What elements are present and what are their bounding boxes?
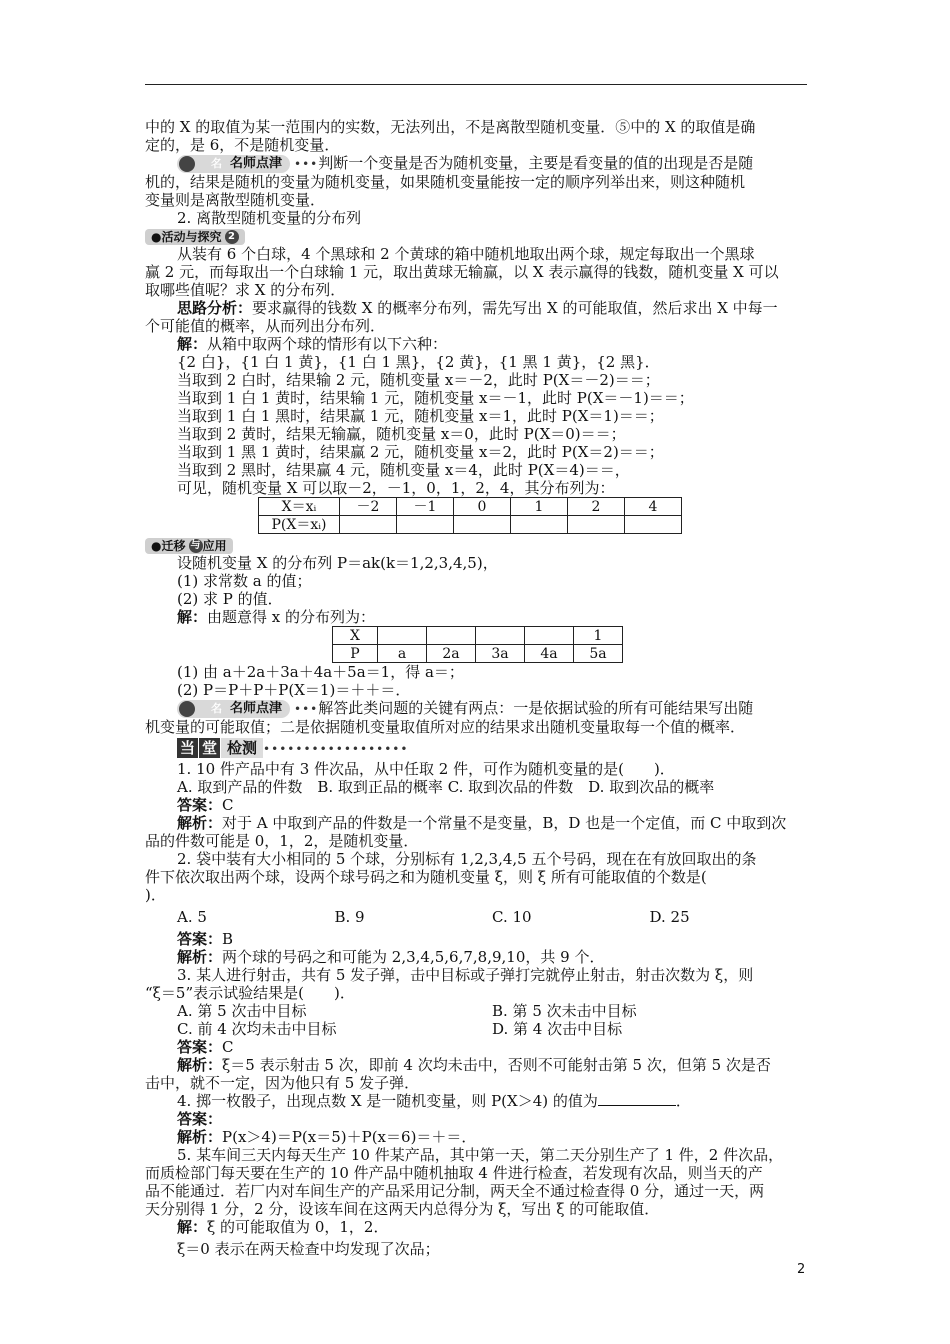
- table-row: [333, 645, 623, 663]
- q3-option-a: A. 第 5 次击中目标: [177, 1002, 307, 1020]
- badge-circle-icon: 名: [179, 701, 195, 717]
- tip-1: 名 名师点津 •••判断一个变量是否为随机变量，主要是看变量的值的出现是否是随: [145, 154, 807, 173]
- q1-stem: 1. 10 件产品中有 3 件次品，从中任取 2 件，可作为随机变量的是( )．: [177, 760, 675, 778]
- answer-blank: [598, 1093, 676, 1106]
- table-row: [259, 516, 682, 534]
- q1-answer: 答案：C: [177, 796, 234, 814]
- table-cell: －2: [340, 498, 397, 516]
- header-rule: [145, 84, 807, 85]
- q3-explanation-2: 击中，就不一定，因为他只有 5 发子弹．: [145, 1074, 420, 1092]
- table-row: [333, 627, 623, 645]
- q2-answer: 答案：B: [177, 930, 234, 948]
- q5-stem-2: 而质检部门每天要在生产的 10 件产品中随机抽取 4 件进行检查，若发现有次品，则当天的产: [145, 1164, 763, 1182]
- q5-solution: 解：ξ 的可能取值为 0，1，2．: [177, 1218, 389, 1236]
- app-answer-2: (2) P＝P＋P＋P(X＝1)＝＋＋＝．: [177, 681, 411, 699]
- document-body: [145, 118, 807, 1258]
- table-row: [259, 498, 682, 516]
- activity-tag-row: [145, 227, 807, 245]
- distribution-table-1: [258, 497, 682, 534]
- table-cell: 4: [625, 498, 682, 516]
- q2-option-d: D. 25: [649, 908, 690, 926]
- tip-2: 名 名师点津 •••解答此类问题的关键有两点：一是依据试验的所有可能结果写出随: [145, 699, 807, 718]
- solution-cases: {2 白}，{1 白 1 黄}，{1 白 1 黑}，{2 黄}，{1 黑 1 黄}，{2 黑}．: [177, 353, 660, 371]
- table-cell: [476, 627, 525, 645]
- table-cell: [397, 516, 454, 534]
- page-number: 2: [797, 1262, 806, 1277]
- q3-stem-2: “ξ＝5”表示试验结果是( )．: [145, 984, 355, 1002]
- table-cell: X: [333, 627, 378, 645]
- dots-decoration-icon: •••: [294, 157, 319, 171]
- q2-stem-3: )．: [145, 886, 166, 904]
- q2-option-c: C. 10: [492, 908, 532, 926]
- table-cell: 0: [454, 498, 511, 516]
- q1-options: A. 取到产品的件数 B. 取到正品的概率 C. 取到次品的件数 D. 取到次品的概率: [177, 778, 715, 796]
- q5-solution-line: ξ＝0 表示在两天检查中均发现了次品；: [177, 1240, 440, 1258]
- transfer-application-tag: ● 迁移 与 应用: [145, 538, 233, 554]
- table-cell: [378, 627, 427, 645]
- q5-stem-3: 品不能通过．若厂内对车间生产的产品采用记分制，两天全不通过检查得 0 分，通过一天，两: [145, 1182, 765, 1200]
- tip-1-line-2: 机的，结果是随机的变量为随机变量，如果随机变量能按一定的顺序列举出来，则这种随机: [145, 173, 746, 191]
- solution-intro: 解：从箱中取两个球的情形有以下六种：: [177, 335, 448, 353]
- app-answer-1: (1) 由 a＋2a＋3a＋4a＋5a＝1，得 a＝；: [177, 663, 464, 681]
- check-tag-row: [145, 738, 807, 758]
- q2-stem-2: 件下依次取出两个球，设两个球号码之和为随机变量 ξ，则 ξ 所有可能取值的个数是(: [145, 868, 707, 886]
- q2-stem-1: 2. 袋中装有大小相同的 5 个球，分别标有 1,2,3,4,5 五个号码，现在在有放回取出的条: [177, 850, 757, 868]
- problem-line-1: 从装有 6 个白球，4 个黑球和 2 个黄球的箱中随机地取出两个球，规定每取出一个黑球: [177, 245, 755, 263]
- analysis-line-1: 思路分析：要求赢得的钱数 X 的概率分布列，需先写出 X 的可能取值，然后求出 X 中每一: [177, 299, 778, 317]
- dots-decoration-icon: •••: [294, 702, 319, 716]
- solution-line-7: 可见，随机变量 X 可以取－2，－1，0，1，2，4，其分布列为：: [177, 479, 615, 497]
- solution-line-2: 当取到 1 白 1 黄时，结果输 1 元，随机变量 x＝－1，此时 P(X＝－1)＝＝；: [177, 389, 694, 407]
- table-cell: [511, 516, 568, 534]
- table-cell: 1: [574, 627, 623, 645]
- teacher-tip-badge: 名 名师点津: [177, 700, 290, 718]
- table-cell: [625, 516, 682, 534]
- q5-stem-4: 天分别得 1 分，2 分，设该车间在这两天内总得分为 ξ，写出 ξ 的可能取值．: [145, 1200, 660, 1218]
- section-2-title: 2. 离散型随机变量的分布列: [177, 209, 362, 227]
- app-line-1: 设随机变量 X 的分布列 P＝ak(k＝1,2,3,4,5)，: [177, 554, 498, 572]
- q2-option-b: B. 9: [334, 908, 365, 926]
- q3-option-b: B. 第 5 次未击中目标: [492, 1002, 637, 1020]
- app-q1: (1) 求常数 a 的值；: [177, 572, 312, 590]
- table-cell: X＝xᵢ: [259, 498, 340, 516]
- solution-line-5: 当取到 1 黑 1 黄时，结果赢 2 元，随机变量 x＝2，此时 P(X＝2)＝＝；: [177, 443, 664, 461]
- table-cell: 2a: [427, 645, 476, 663]
- q5-stem-1: 5. 某车间三天内每天生产 10 件某产品，其中第一天，第二天分别生产了 1 件，2 件次品，: [177, 1146, 784, 1164]
- table-cell: 5a: [574, 645, 623, 663]
- q3-option-d: D. 第 4 次击中目标: [492, 1020, 623, 1038]
- table-cell: 3a: [476, 645, 525, 663]
- table-cell: P(X＝xᵢ): [259, 516, 340, 534]
- problem-line-2: 赢 2 元，而每取出一个白球输 1 元，取出黄球无输赢，以 X 表示赢得的钱数，随机变量 X 可以: [145, 263, 779, 281]
- q3-options-row-2: [145, 1020, 807, 1038]
- table-cell: a: [378, 645, 427, 663]
- app-q2: (2) 求 P 的值．: [177, 590, 283, 608]
- q4-answer: 答案：: [177, 1110, 223, 1128]
- solution-line-6: 当取到 2 黑时，结果赢 4 元，随机变量 x＝4，此时 P(X＝4)＝＝，: [177, 461, 630, 479]
- q1-explanation: 解析：对于 A 中取到产品的件数是一个常量不是变量，B，D 也是一个定值，而 C 中取到次: [177, 814, 787, 832]
- q3-answer: 答案：C: [177, 1038, 234, 1056]
- table-cell: [568, 516, 625, 534]
- q3-options-row-1: [145, 1002, 807, 1020]
- analysis-line-2: 个可能值的概率，从而列出分布列．: [145, 317, 386, 335]
- table-cell: P: [333, 645, 378, 663]
- q3-option-c: C. 前 4 次均未击中目标: [177, 1020, 337, 1038]
- solution-line-4: 当取到 2 黄时，结果无输赢，随机变量 x＝0，此时 P(X＝0)＝＝；: [177, 425, 626, 443]
- q2-explanation: 解析：两个球的号码之和可能为 2,3,4,5,6,7,8,9,10，共 9 个．: [177, 948, 605, 966]
- intro-line-2: 定的，是 6，不是随机变量．: [145, 136, 340, 154]
- distribution-table-2: [332, 626, 623, 663]
- problem-line-3: 取哪些值呢？求 X 的分布列．: [145, 281, 346, 299]
- table-cell: [340, 516, 397, 534]
- q4-stem: 4. 掷一枚骰子，出现点数 X 是一随机变量，则 P(X＞4) 的值为 ．: [177, 1092, 691, 1110]
- table-cell: [454, 516, 511, 534]
- q1-explanation-2: 品的件数可能是 0，1，2，是随机变量．: [145, 832, 419, 850]
- q3-stem-1: 3. 某人进行射击，共有 5 发子弹，击中目标或子弹打完就停止射击，射击次数为 ξ，则: [177, 966, 754, 984]
- table-cell: 2: [568, 498, 625, 516]
- table-cell: －1: [397, 498, 454, 516]
- table-cell: 4a: [525, 645, 574, 663]
- tip-2-line-2: 机变量的可能取值；二是依据随机变量取值所对应的结果求出随机变量取每一个值的概率．: [145, 718, 746, 736]
- solution-line-3: 当取到 1 白 1 黑时，结果赢 1 元，随机变量 x＝1，此时 P(X＝1)＝＝；: [177, 407, 664, 425]
- transfer-tag-row: [145, 536, 807, 554]
- class-check-tag: 当 堂 检测: [177, 738, 263, 758]
- table-cell: [525, 627, 574, 645]
- activity-explore-tag: ● 活动与探究 2: [145, 229, 245, 245]
- dots-decoration-icon: ••••••••••••••••••: [263, 742, 409, 756]
- q4-explanation: 解析：P(x＞4)＝P(x＝5)＋P(x＝6)＝＋＝．: [177, 1128, 477, 1146]
- table-cell: [427, 627, 476, 645]
- app-solution: 解：由题意得 x 的分布列为：: [177, 608, 376, 626]
- solution-line-1: 当取到 2 白时，结果输 2 元，随机变量 x＝－2，此时 P(X＝－2)＝＝；: [177, 371, 660, 389]
- table-cell: 1: [511, 498, 568, 516]
- badge-circle-icon: 名: [179, 156, 195, 172]
- q2-options: [145, 908, 807, 926]
- q2-option-a: A. 5: [177, 908, 207, 926]
- teacher-tip-badge: 名 名师点津: [177, 155, 290, 173]
- intro-line-1: 中的 X 的取值为某一范围内的实数，无法列出，不是离散型随机变量．⑤中的 X 的取值是确: [145, 118, 756, 136]
- q3-explanation: 解析：ξ＝5 表示射击 5 次，即前 4 次均未击中，否则不可能射击第 5 次，但第 5 次是否: [177, 1056, 771, 1074]
- tip-1-line-3: 变量则是离散型随机变量．: [145, 191, 326, 209]
